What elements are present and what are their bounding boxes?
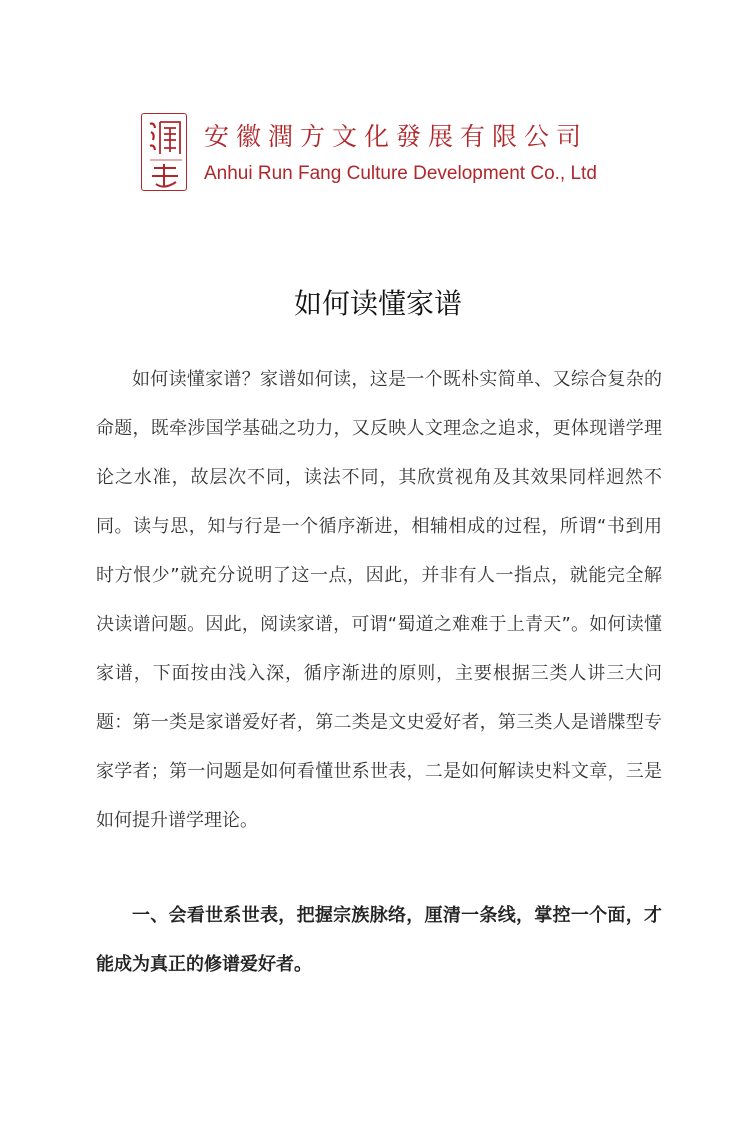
red-seal-stamp-icon [141,113,187,191]
section-heading-1: 一、会看世系世表，把握宗族脉络，厘清一条线，掌控一个面，才能成为真正的修谱爱好者。 [96,905,662,975]
document-title: 如何读懂家谱 [293,287,462,320]
seal-artwork [142,114,188,192]
intro-paragraph: 如何读懂家谱？家谱如何读，这是一个既朴实简单、又综合复杂的命题，既牵涉国学基础之功力，又反映人文理念之追求，更体现谱学理论之水准，故层次不同，读法不同，其欣赏视角及其效果同样迥然不同。读与思，知与行是一个循序渐进，相辅相成的过程，所谓“书到用时方恨少”就充分说明了这一点，因此，并非有人一指点，就能完全解决读谱问题。因此，阅读家谱，可谓“蜀道之难难于上青天”。如何读懂家谱，下面按由浅入深，循序渐进的原则，主要根据三类人讲三大问题：第一类是家谱爱好者，第二类是文史爱好者，第三类人是谱牒型专家学者；第一问题是如何看懂世系世表，二是如何解读史料文章，三是如何提升谱学理论。 [96,369,662,831]
company-name-chinese: 安徽潤方文化發展有限公司 [204,122,589,151]
letterhead [141,113,661,195]
company-name-english: Anhui Run Fang Culture Development Co., Ltd [204,163,597,184]
